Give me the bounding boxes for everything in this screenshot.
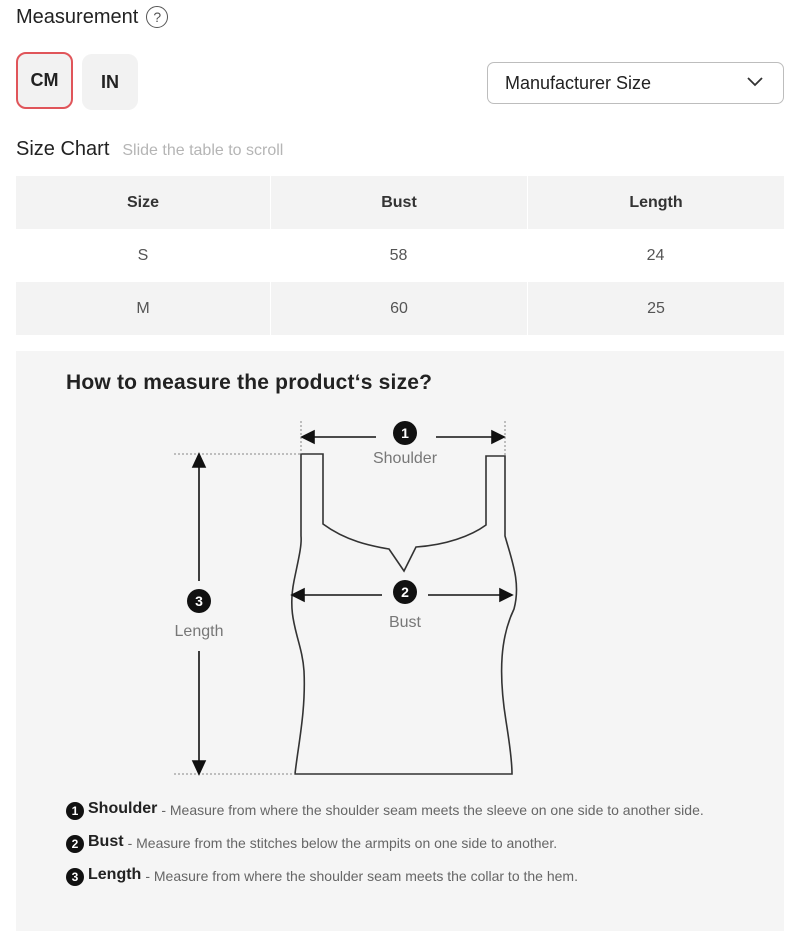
note-number: 1 bbox=[66, 802, 84, 820]
bust-label: Bust bbox=[388, 614, 422, 631]
table-cell: 60 bbox=[270, 282, 527, 335]
size-type-select-value: Manufacturer Size bbox=[505, 72, 652, 93]
note-description: - Measure from where the shoulder seam meets the sleeve on one side to another side. bbox=[161, 802, 704, 818]
table-cell: M bbox=[136, 299, 150, 317]
page-title: Measurement bbox=[16, 5, 139, 28]
column-header-bust: Bust bbox=[270, 176, 527, 229]
table-header-row bbox=[16, 176, 784, 229]
table-cell: S bbox=[137, 246, 149, 264]
size-chart-heading bbox=[16, 138, 283, 161]
measurement-header bbox=[16, 4, 168, 30]
guide-title: How to measure the product‘s size? bbox=[66, 371, 433, 394]
chevron-down-icon bbox=[747, 75, 763, 87]
question-circle-icon[interactable]: ? bbox=[146, 6, 168, 28]
shoulder-number: 1 bbox=[401, 425, 409, 441]
note-number: 3 bbox=[66, 868, 84, 886]
note-name: Bust bbox=[88, 833, 124, 850]
length-number: 3 bbox=[195, 593, 203, 609]
note-name: Length bbox=[88, 866, 142, 883]
table-cell: 58 bbox=[389, 246, 408, 264]
size-table[interactable] bbox=[16, 176, 784, 335]
note-number: 2 bbox=[66, 835, 84, 853]
size-type-select[interactable] bbox=[487, 62, 784, 104]
note-description: - Measure from where the shoulder seam meets the collar to the hem. bbox=[145, 868, 578, 884]
table-row bbox=[16, 282, 784, 335]
list-item bbox=[66, 800, 756, 823]
note-name: Shoulder bbox=[88, 800, 158, 817]
list-item bbox=[66, 833, 756, 856]
unit-button-cm[interactable]: CM bbox=[16, 52, 73, 109]
size-chart-hint: Slide the table to scroll bbox=[122, 142, 284, 159]
table-cell: 25 bbox=[527, 282, 784, 335]
note-description: - Measure from the stitches below the armpits on one side to another. bbox=[127, 835, 558, 851]
bust-number: 2 bbox=[401, 584, 409, 600]
measure-notes bbox=[66, 800, 756, 899]
unit-button-in[interactable]: IN bbox=[82, 54, 138, 110]
size-chart-title: Size Chart bbox=[16, 138, 110, 160]
garment-diagram bbox=[16, 351, 784, 791]
list-item bbox=[66, 866, 756, 889]
length-label: Length bbox=[174, 623, 224, 640]
column-header-size: Size bbox=[126, 193, 159, 211]
measure-guide-panel bbox=[16, 351, 784, 931]
column-header-length: Length bbox=[527, 176, 784, 229]
shoulder-label: Shoulder bbox=[372, 450, 438, 467]
table-row bbox=[16, 229, 784, 282]
table-cell: 24 bbox=[646, 246, 665, 264]
